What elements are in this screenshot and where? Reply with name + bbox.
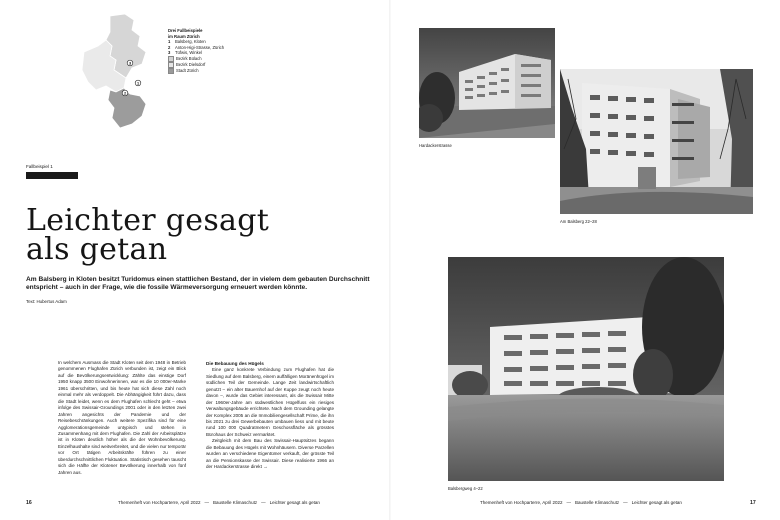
footer-separator: — (566, 500, 572, 505)
footer-separator: — (261, 500, 266, 505)
page-number-left: 16 (26, 500, 32, 506)
footer-separator: — (623, 500, 628, 505)
article-title (26, 203, 270, 267)
photo-caption: Balsbergweg 4–22 (448, 486, 483, 491)
footer-article: Leichter gesagt als getan (269, 500, 320, 505)
map-legend (168, 28, 258, 74)
running-footer-left (118, 500, 320, 505)
footer-publication: Themenheft von Hochparterre, April 2022 (118, 500, 201, 505)
map-marker-c: 2 (123, 91, 127, 96)
footer-section: Baustelle Klimaschutz (213, 500, 258, 505)
body-paragraph: In welchem Ausmass die Stadt Kloten seit dem 1948 in Betrieb genommenen Flughafen Zürich verbunden ist, zeigt ein Blick auf die Bevölkerungsentwicklung: Zählte das einstige Dorf 1950 knapp 3500 Einwohnerinnen, war es die 10 000er-Marke 1961 überschritten, und bis heute hat sich diese Zahl noch einmal mehr als verdoppelt. Die Abhängigkeit führt dazu, dass die Stadt leidet, wenn es dem Flughafen schlecht geht – etwa infolge des Swissair-Groundings 2001 oder in den letzten zwei Jahren angesichts der Pandemie und der Reisebeschränkungen. Auch weitere Spezifika sind für eine Agglomerationsgemeinde untypisch und stehen in Zusammenhang mit dem Flughafen. Die Zahl der Arbeitsplätze ist in Kloten deutlich höher als die der Wohnbevölkerung. Einzelhaushalte sind weitverbreitet, und die vielen nur temporär vor Ort tätigen Arbeitskräfte führen zu einer überdurchschnittlichen Fluktuation. Statistisch gesehen tauscht sich die Hälfte der Klotener Bevölkerung innerhalb von fünf Jahren aus. (58, 360, 186, 475)
footer-section: Baustelle Klimaschutz (575, 500, 620, 505)
legend-district: Stadt Zürich (168, 68, 258, 74)
legend-district: Bezirk Bülach (168, 56, 258, 62)
footer-separator: — (204, 500, 210, 505)
legend-item: 1 Balsberg, Kloten (168, 39, 206, 45)
footer-article: Leichter gesagt als getan (631, 500, 682, 505)
photo-hardackerstrasse (419, 28, 555, 138)
map-marker-a: 3 (128, 61, 132, 66)
photo-balsbergweg (448, 257, 724, 481)
legend-title: Drei Fallbeispiele (168, 28, 203, 33)
article-lead: Am Balsberg in Kloten besitzt Turidomus einen stattlichen Bestand, der in vielem dem gebauten Durchschnitt entspricht – auch in der Frage, wie die fossile Wärmeversorgung erneuert werden könnte. (26, 276, 370, 292)
running-footer-right (480, 500, 682, 505)
body-paragraph: Zeitgleich mit dem Bau des Swissair-Hauptsitzes begann die Bebauung des Hügels mit Wohnhäusern. Diverse Parzellen wurden an verschiedene Eigentümer verkauft, der grösste Teil an die Pensionskasse der Swissair. Diese realisierte 1966 an der Hardackerstrasse direkt → (206, 438, 334, 470)
page-gutter (389, 0, 391, 520)
body-column-1 (58, 360, 186, 476)
legend-item: 2 Anton-Higi-Strasse, Zürich (168, 44, 225, 50)
body-column-2 (206, 361, 334, 471)
footer-publication: Themenheft von Hochparterre, April 2022 (480, 500, 563, 505)
region-map (80, 12, 166, 132)
legend-district: Bezirk Dielsdorf (168, 62, 258, 68)
subheading: Die Bebauung des Hügels (206, 361, 264, 366)
photo-caption: Am Balsberg 22–28 (560, 219, 597, 224)
section-bar (26, 172, 78, 179)
body-paragraph: Eine ganz konkrete Verbindung zum Flughafen hat die Siedlung auf dem Balsberg, einem auffälligen Moränenhügel im südlichen Teil der Gemeinde. Lange Zeit landwirtschaftlich genutzt – ein alter Bauernhof auf der Kuppe zeugt noch heute davon –, wurde das Gebiet interessant, als die Swissair Mitte der 1960er-Jahre am südwestlichen Hügelfuss ein riesiges Verwaltungsgebäude errichtete. Nach dem Grounding gelangte der Komplex 2005 an die Immobiliengesellschaft Prime, die ihn bis 2021 zu drei Gewerbebauten umbauen liess und mit beute rund 100 000 Quadratmetern Geschossfläche als grösstes Bürohaus der Schweiz vermarktet. (206, 367, 334, 437)
title-line-2: als getan (26, 232, 168, 267)
article-byline: Text: Hubertus Adam (26, 299, 67, 304)
section-label: Fallbeispiel 1 (26, 164, 53, 169)
photo-caption: Hardackerstrasse (419, 143, 452, 148)
photo-am-balsberg (560, 69, 753, 214)
map-marker-b: 1 (136, 81, 140, 86)
title-line-1: Leichter gesagt (26, 203, 270, 238)
page-number-right: 17 (750, 500, 756, 506)
legend-subtitle: im Raum Zürich (168, 33, 200, 39)
legend-item: 3 Tüfwis, Winkel (168, 50, 202, 56)
